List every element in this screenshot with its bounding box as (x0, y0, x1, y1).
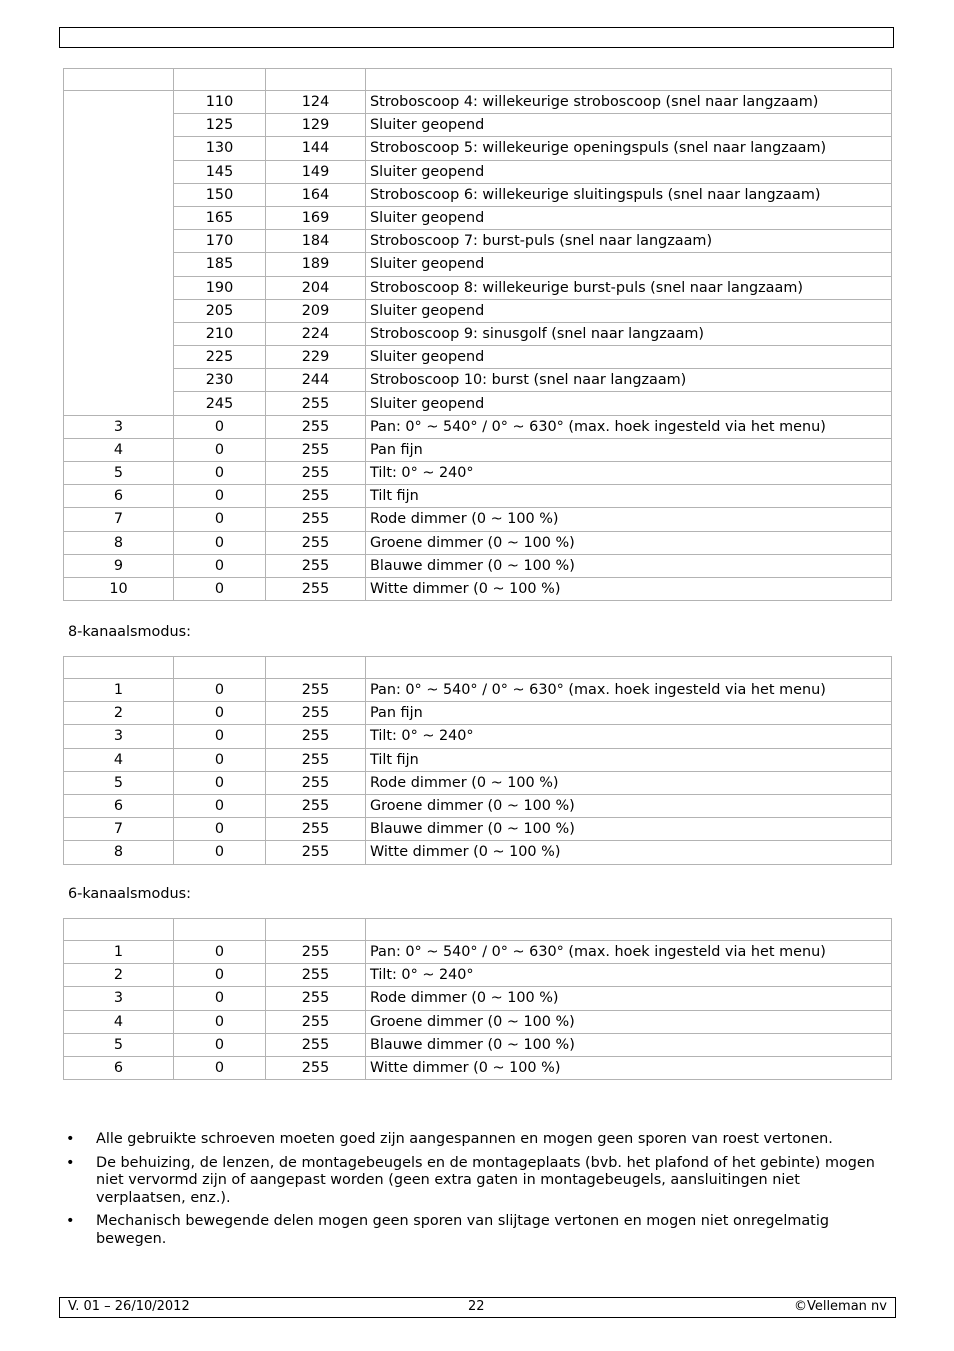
channel-cell: 9 (64, 554, 174, 577)
table-row (64, 818, 892, 841)
table-row (64, 114, 892, 137)
value-from-cell: 0 (174, 577, 266, 600)
function-cell: Rode dimmer (0 ~ 100 %) (366, 508, 892, 531)
value-from-cell: 0 (174, 702, 266, 725)
function-cell: Pan: 0° ~ 540° / 0° ~ 630° (max. hoek ingesteld via het menu) (366, 941, 892, 964)
value-to-cell: 204 (266, 276, 366, 299)
function-cell: Witte dimmer (0 ~ 100 %) (366, 841, 892, 864)
value-from-cell: 0 (174, 415, 266, 438)
table-row (64, 794, 892, 817)
value-from-cell: 165 (174, 206, 266, 229)
channel-cell (64, 91, 174, 416)
value-to-cell: 255 (266, 554, 366, 577)
value-from-cell: 0 (174, 748, 266, 771)
value-to-cell: 255 (266, 748, 366, 771)
function-cell: Blauwe dimmer (0 ~ 100 %) (366, 1033, 892, 1056)
value-from-cell: 0 (174, 462, 266, 485)
value-to-cell: 255 (266, 841, 366, 864)
channel-cell: 10 (64, 577, 174, 600)
value-from-cell: 0 (174, 531, 266, 554)
table-row (64, 554, 892, 577)
channel-cell: 7 (64, 818, 174, 841)
bullet-icon: • (66, 1131, 75, 1147)
table-row (64, 702, 892, 725)
value-from-cell: 0 (174, 1010, 266, 1033)
function-cell: Sluiter geopend (366, 253, 892, 276)
value-from-cell: 150 (174, 183, 266, 206)
channel-cell: 3 (64, 987, 174, 1010)
function-cell: Sluiter geopend (366, 346, 892, 369)
value-to-cell: 164 (266, 183, 366, 206)
page-header-box (59, 27, 894, 48)
value-to-cell: 149 (266, 160, 366, 183)
function-cell: Tilt fijn (366, 748, 892, 771)
value-from-cell: 0 (174, 485, 266, 508)
dmx-table-8-channel (63, 656, 892, 865)
value-to-cell: 124 (266, 91, 366, 114)
table-row (64, 964, 892, 987)
function-cell: Groene dimmer (0 ~ 100 %) (366, 794, 892, 817)
value-from-cell: 110 (174, 91, 266, 114)
section-label-8-channel: 8-kanaalsmodus: (68, 624, 191, 640)
value-to-cell: 255 (266, 987, 366, 1010)
channel-cell: 6 (64, 1056, 174, 1079)
note-text: Alle gebruikte schroeven moeten goed zijn aangespannen en mogen geen sporen van roest vertonen. (96, 1131, 833, 1147)
table-row (64, 987, 892, 1010)
channel-cell: 6 (64, 794, 174, 817)
list-item (63, 1131, 893, 1149)
value-from-cell: 205 (174, 299, 266, 322)
value-to-cell: 169 (266, 206, 366, 229)
function-cell: Stroboscoop 4: willekeurige stroboscoop (snel naar langzaam) (366, 91, 892, 114)
channel-cell: 8 (64, 841, 174, 864)
value-from-cell: 0 (174, 771, 266, 794)
value-to-cell: 255 (266, 1010, 366, 1033)
bullet-icon: • (66, 1213, 75, 1229)
channel-cell: 5 (64, 771, 174, 794)
dmx-table-continued (63, 68, 892, 601)
value-from-cell: 145 (174, 160, 266, 183)
table-row (64, 771, 892, 794)
function-cell: Pan fijn (366, 438, 892, 461)
footer-page-number: 22 (468, 1299, 485, 1314)
function-cell: Stroboscoop 7: burst-puls (snel naar langzaam) (366, 230, 892, 253)
table-row (64, 679, 892, 702)
channel-cell: 4 (64, 1010, 174, 1033)
table-row (64, 253, 892, 276)
function-cell: Blauwe dimmer (0 ~ 100 %) (366, 818, 892, 841)
table-row (64, 137, 892, 160)
value-to-cell: 255 (266, 941, 366, 964)
channel-cell: 4 (64, 748, 174, 771)
function-cell: Sluiter geopend (366, 299, 892, 322)
value-from-cell: 0 (174, 1056, 266, 1079)
value-to-cell: 209 (266, 299, 366, 322)
table-row (64, 322, 892, 345)
value-to-cell: 255 (266, 794, 366, 817)
value-from-cell: 0 (174, 987, 266, 1010)
value-from-cell: 0 (174, 1033, 266, 1056)
table-row (64, 230, 892, 253)
function-cell: Tilt fijn (366, 485, 892, 508)
bullet-icon: • (66, 1154, 75, 1171)
function-cell: Sluiter geopend (366, 392, 892, 415)
table-row (64, 91, 892, 114)
value-from-cell: 0 (174, 818, 266, 841)
value-from-cell: 245 (174, 392, 266, 415)
function-cell: Stroboscoop 9: sinusgolf (snel naar langzaam) (366, 322, 892, 345)
value-from-cell: 0 (174, 438, 266, 461)
table-row (64, 748, 892, 771)
value-to-cell: 189 (266, 253, 366, 276)
value-to-cell: 229 (266, 346, 366, 369)
table-row (64, 577, 892, 600)
footer-version: V. 01 – 26/10/2012 (68, 1299, 190, 1314)
value-to-cell: 255 (266, 964, 366, 987)
value-to-cell: 255 (266, 1033, 366, 1056)
value-to-cell: 255 (266, 531, 366, 554)
maintenance-notes-list (63, 1131, 893, 1254)
value-to-cell: 255 (266, 725, 366, 748)
list-item (63, 1213, 893, 1248)
value-from-cell: 0 (174, 841, 266, 864)
channel-cell: 2 (64, 702, 174, 725)
table-row (64, 1056, 892, 1079)
channel-cell: 1 (64, 941, 174, 964)
channel-cell: 6 (64, 485, 174, 508)
value-from-cell: 225 (174, 346, 266, 369)
value-from-cell: 0 (174, 941, 266, 964)
channel-cell: 5 (64, 462, 174, 485)
function-cell: Tilt: 0° ~ 240° (366, 462, 892, 485)
value-to-cell: 244 (266, 369, 366, 392)
function-cell: Blauwe dimmer (0 ~ 100 %) (366, 554, 892, 577)
value-to-cell: 144 (266, 137, 366, 160)
table-row (64, 1010, 892, 1033)
function-cell: Witte dimmer (0 ~ 100 %) (366, 1056, 892, 1079)
value-to-cell: 255 (266, 392, 366, 415)
note-text: De behuizing, de lenzen, de montagebeugels en de montageplaats (bvb. het plafond of het gebinte) mogen niet vervormd zijn of aangepast worden (geen extra gaten in montagebeugels, aansluitingen niet verplaatsen, enz.). (96, 1154, 875, 1206)
table-row (64, 841, 892, 864)
function-cell: Rode dimmer (0 ~ 100 %) (366, 771, 892, 794)
section-label-6-channel: 6-kanaalsmodus: (68, 886, 191, 902)
channel-cell: 3 (64, 725, 174, 748)
table-row (64, 531, 892, 554)
table-header-row (64, 69, 892, 91)
page-footer (59, 1297, 896, 1318)
value-from-cell: 0 (174, 679, 266, 702)
value-to-cell: 224 (266, 322, 366, 345)
value-from-cell: 130 (174, 137, 266, 160)
value-from-cell: 0 (174, 725, 266, 748)
table-row (64, 1033, 892, 1056)
table-row (64, 183, 892, 206)
table-row (64, 346, 892, 369)
value-from-cell: 190 (174, 276, 266, 299)
table-row (64, 206, 892, 229)
function-cell: Sluiter geopend (366, 114, 892, 137)
value-to-cell: 255 (266, 438, 366, 461)
table-row (64, 438, 892, 461)
table-row (64, 369, 892, 392)
value-from-cell: 0 (174, 964, 266, 987)
value-to-cell: 255 (266, 818, 366, 841)
value-to-cell: 129 (266, 114, 366, 137)
function-cell: Witte dimmer (0 ~ 100 %) (366, 577, 892, 600)
channel-cell: 1 (64, 679, 174, 702)
value-from-cell: 210 (174, 322, 266, 345)
value-to-cell: 255 (266, 485, 366, 508)
function-cell: Pan: 0° ~ 540° / 0° ~ 630° (max. hoek ingesteld via het menu) (366, 679, 892, 702)
value-from-cell: 0 (174, 794, 266, 817)
value-to-cell: 184 (266, 230, 366, 253)
function-cell: Rode dimmer (0 ~ 100 %) (366, 987, 892, 1010)
table-header-row (64, 919, 892, 941)
value-from-cell: 170 (174, 230, 266, 253)
table-row (64, 725, 892, 748)
note-text: Mechanisch bewegende delen mogen geen sporen van slijtage vertonen en mogen niet onregelmatig bewegen. (96, 1213, 829, 1247)
value-to-cell: 255 (266, 702, 366, 725)
function-cell: Pan: 0° ~ 540° / 0° ~ 630° (max. hoek ingesteld via het menu) (366, 415, 892, 438)
table-row (64, 392, 892, 415)
value-from-cell: 230 (174, 369, 266, 392)
channel-cell: 8 (64, 531, 174, 554)
function-cell: Stroboscoop 5: willekeurige openingspuls (snel naar langzaam) (366, 137, 892, 160)
table-row (64, 462, 892, 485)
function-cell: Stroboscoop 6: willekeurige sluitingspuls (snel naar langzaam) (366, 183, 892, 206)
value-from-cell: 0 (174, 554, 266, 577)
channel-cell: 3 (64, 415, 174, 438)
function-cell: Groene dimmer (0 ~ 100 %) (366, 531, 892, 554)
footer-copyright: ©Velleman nv (793, 1299, 887, 1314)
value-to-cell: 255 (266, 462, 366, 485)
function-cell: Groene dimmer (0 ~ 100 %) (366, 1010, 892, 1033)
channel-cell: 4 (64, 438, 174, 461)
function-cell: Tilt: 0° ~ 240° (366, 964, 892, 987)
function-cell: Sluiter geopend (366, 160, 892, 183)
channel-cell: 5 (64, 1033, 174, 1056)
function-cell: Sluiter geopend (366, 206, 892, 229)
table-row (64, 508, 892, 531)
dmx-table-6-channel (63, 918, 892, 1080)
table-row (64, 276, 892, 299)
list-item (63, 1155, 893, 1208)
value-to-cell: 255 (266, 771, 366, 794)
table-row (64, 485, 892, 508)
value-to-cell: 255 (266, 508, 366, 531)
value-to-cell: 255 (266, 679, 366, 702)
channel-cell: 7 (64, 508, 174, 531)
value-to-cell: 255 (266, 415, 366, 438)
function-cell: Stroboscoop 10: burst (snel naar langzaam) (366, 369, 892, 392)
value-to-cell: 255 (266, 1056, 366, 1079)
table-row (64, 299, 892, 322)
table-row (64, 415, 892, 438)
value-from-cell: 125 (174, 114, 266, 137)
channel-cell: 2 (64, 964, 174, 987)
table-header-row (64, 657, 892, 679)
value-from-cell: 185 (174, 253, 266, 276)
function-cell: Tilt: 0° ~ 240° (366, 725, 892, 748)
value-from-cell: 0 (174, 508, 266, 531)
table-row (64, 941, 892, 964)
function-cell: Pan fijn (366, 702, 892, 725)
table-row (64, 160, 892, 183)
value-to-cell: 255 (266, 577, 366, 600)
function-cell: Stroboscoop 8: willekeurige burst-puls (snel naar langzaam) (366, 276, 892, 299)
